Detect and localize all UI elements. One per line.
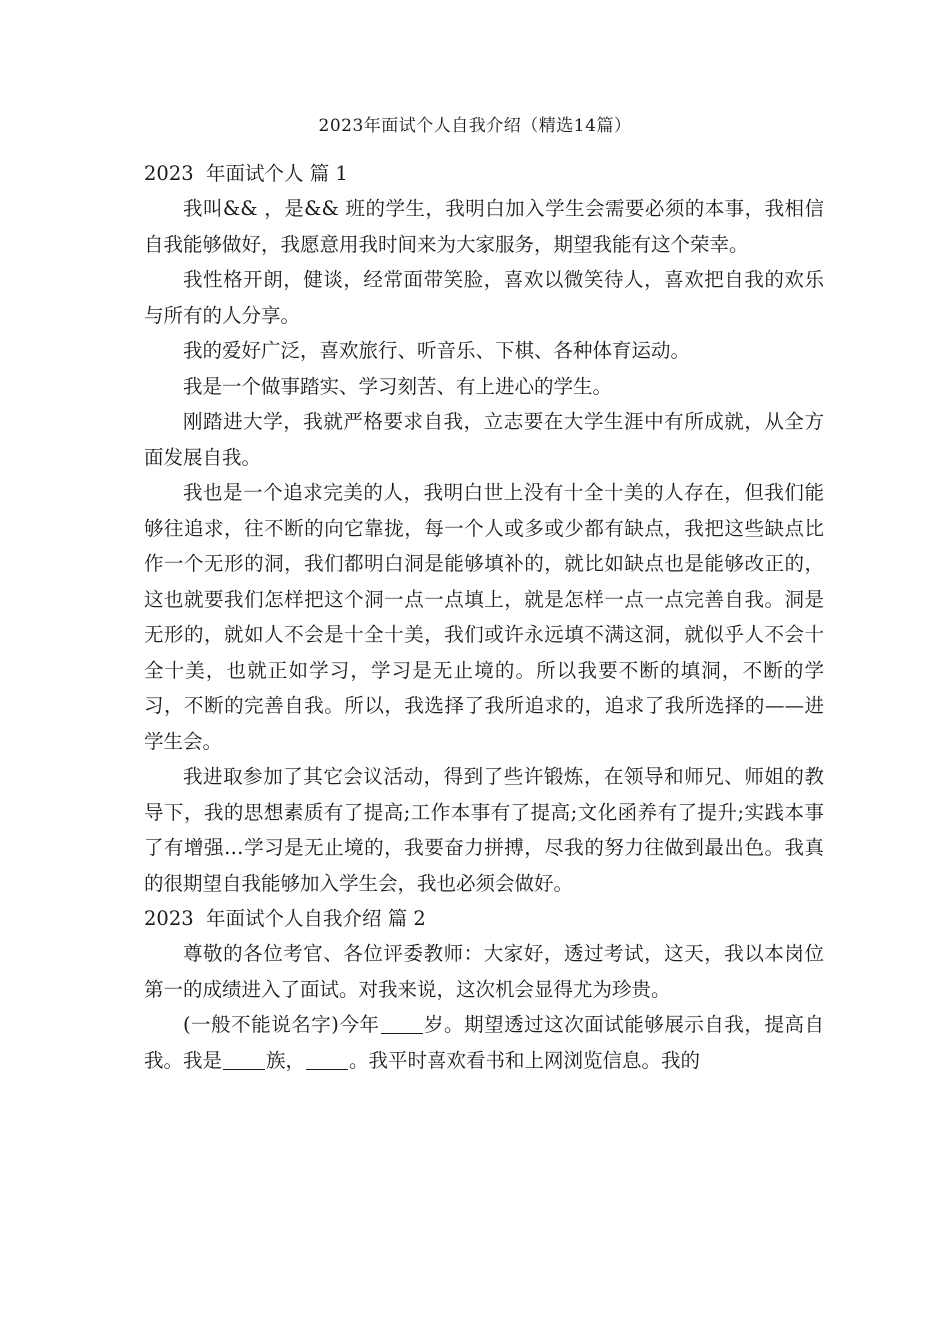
paragraph-text: 。我平时喜欢看书和上网浏览信息。我的	[349, 1048, 701, 1072]
document-body	[144, 156, 824, 1078]
paragraph: 尊敬的各位考官、各位评委教师：大家好，透过考试，这天，我以本岗位第一的成绩进入了面试。对我来说，这次机会显得尤为珍贵。	[144, 942, 824, 1001]
section-heading-1: 2023 年面试个人 篇 1	[144, 162, 348, 185]
paragraph-text: 族，	[266, 1048, 306, 1072]
section-heading-2: 2023 年面试个人自我介绍 篇 2	[144, 907, 426, 930]
paragraph: 我叫&& ，是&& 班的学生，我明白加入学生会需要必须的本事，我相信自我能够做好，我愿意用我时间来为大家服务，期望我能有这个荣幸。	[144, 197, 824, 256]
paragraph-with-blanks	[144, 1007, 824, 1078]
paragraph-text: (一般不能说名字)今年	[183, 1013, 380, 1036]
blank-line	[223, 1051, 265, 1070]
document-title: 2023年面试个人自我介绍（精选14篇）	[318, 116, 632, 136]
blank-line	[381, 1015, 423, 1034]
paragraph: 刚踏进大学，我就严格要求自我，立志要在大学生涯中有所成就，从全方面发展自我。	[144, 410, 824, 469]
paragraph: 我的爱好广泛，喜欢旅行、听音乐、下棋、各种体育运动。	[183, 339, 691, 362]
blank-line	[306, 1051, 348, 1070]
paragraph: 我也是一个追求完美的人，我明白世上没有十全十美的人存在，但我们能够往追求，往不断的向它靠拢，每一个人或多或少都有缺点，我把这些缺点比作一个无形的洞，我们都明白洞是能够填补的，就比如缺点也是能够改正的，这也就要我们怎样把这个洞一点一点填上，就是怎样一点一点完善自我。洞是无形的，就如人不会是十全十美，我们或许永远填不满这洞，就似乎人不会十全十美，也就正如学习，学习是无止境的。所以我要不断的填洞，不断的学习，不断的完善自我。所以，我选择了我所追求的，追求了我所选择的——进学生会。	[144, 481, 824, 753]
paragraph: 我进取参加了其它会议活动，得到了些许锻炼，在领导和师兄、师姐的教导下，我的思想素质有了提高;工作本事有了提高;文化函养有了提升;实践本事了有增强…学习是无止境的，我要奋力拼搏，尽我的努力往做到最出色。我真的很期望自我能够加入学生会，我也必须会做好。	[144, 765, 824, 895]
paragraph: 我是一个做事踏实、学习刻苦、有上进心的学生。	[183, 374, 613, 398]
paragraph-text: 岁。期望透过这次面试能够展示自我，提高自我。我是	[144, 1013, 824, 1072]
paragraph: 我性格开朗，健谈，经常面带笑脸，喜欢以微笑待人，喜欢把自我的欢乐与所有的人分享。	[144, 268, 824, 327]
